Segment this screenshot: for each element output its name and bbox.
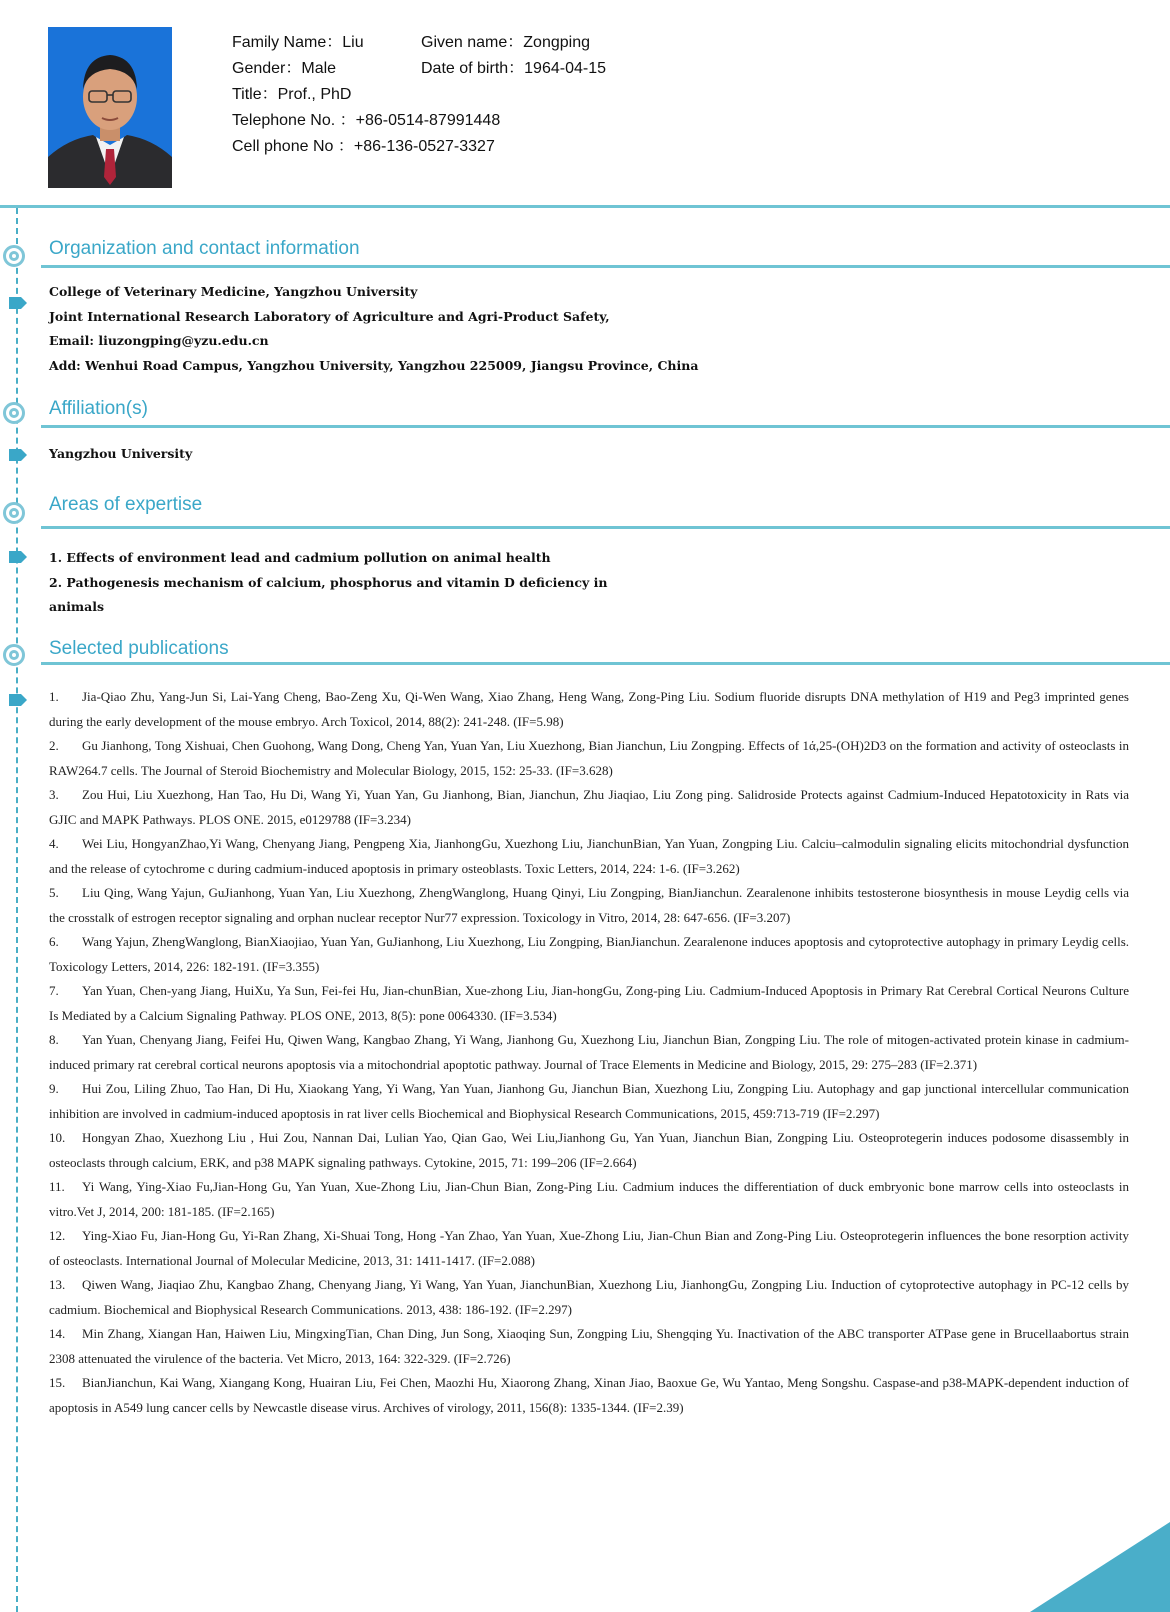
tag-marker-icon — [9, 694, 27, 706]
publication-item — [49, 979, 1129, 1028]
publication-number: 14. — [49, 1326, 66, 1341]
publication-number: 5. — [49, 885, 59, 900]
publication-text: Qiwen Wang, Jiaqiao Zhu, Kangbao Zhang, Chenyang Jiang, Yi Wang, Yan Yuan, JianchunBian, Xuezhong Liu, JianhongGu, Zongping Liu. Induction of cytoprotective autophagy in PC-12 cells by cadmium. Biochemical and Biophysical Research Communications. 2013, 438: 186-192. (IF=2.297) — [49, 1277, 1129, 1317]
publication-item — [49, 734, 1129, 783]
academic-title: Title：Prof., PhD — [232, 86, 352, 103]
gender: Gender：Male — [232, 60, 337, 77]
publication-item — [49, 685, 1129, 734]
circle-bullet-icon — [3, 502, 25, 524]
publication-number: 15. — [49, 1375, 66, 1390]
expertise-list — [49, 546, 607, 620]
publication-number: 13. — [49, 1277, 66, 1292]
publication-number: 8. — [49, 1032, 59, 1047]
organization-line: Joint International Research Laboratory of Agriculture and Agri-Product Safety, — [49, 308, 610, 324]
tag-marker-icon — [9, 551, 27, 563]
section-divider — [41, 425, 1170, 428]
publication-number: 3. — [49, 787, 59, 802]
organization-email: Email: liuzongping@yzu.edu.cn — [49, 333, 269, 348]
publication-item — [49, 1028, 1129, 1077]
publication-number: 2. — [49, 738, 59, 753]
family-name: Family Name：Liu — [232, 34, 364, 51]
publication-item — [49, 1077, 1129, 1126]
section-title-publications: Selected publications — [49, 638, 229, 659]
affiliation-details — [49, 442, 192, 467]
publication-number: 12. — [49, 1228, 66, 1243]
publication-list — [49, 685, 1129, 1420]
publication-number: 9. — [49, 1081, 59, 1096]
section-divider — [41, 662, 1170, 665]
publication-item — [49, 783, 1129, 832]
publication-number: 6. — [49, 934, 59, 949]
circle-bullet-icon — [3, 644, 25, 666]
section-title-expertise: Areas of expertise — [49, 494, 203, 515]
expertise-item: 1. Effects of environment lead and cadmium pollution on animal health — [49, 550, 551, 565]
expertise-item: animals — [49, 599, 105, 614]
publication-text: Wei Liu, HongyanZhao,Yi Wang, Chenyang Jiang, Pengpeng Xia, JianhongGu, Xuezhong Liu, JianchunBian, Yan Yuan, Zongping Liu. Calciu–calmodulin signaling elicits mitochondrial dysfunction and the release of cytochrome c during cadmium-induced apoptosis in primary osteoblasts. Toxic Letters, 2014, 224: 1-6. (IF=3.262) — [49, 836, 1129, 876]
publication-number: 11. — [49, 1179, 65, 1194]
cellphone: Cell phone No ：+86-136-0527-3327 — [232, 138, 495, 155]
section-divider — [41, 265, 1170, 268]
corner-decoration — [1030, 1522, 1170, 1612]
publication-text: Wang Yajun, ZhengWanglong, BianXiaojiao, Yuan Yan, GuJianhong, Liu Xuezhong, Liu Zongping, BianJianchun. Zearalenone induces apoptosis and cytoprotective autophagy in primary Leydig cells. Toxicology Letters, 2014, 226: 182-191. (IF=3.355) — [49, 934, 1129, 974]
publication-text: Hongyan Zhao, Xuezhong Liu , Hui Zou, Nannan Dai, Lulian Yao, Qian Gao, Wei Liu,Jianhong Gu, Yan Yuan, Jianchun Bian, Zongping Liu. Osteoprotegerin induces podosome disassembly in osteoclasts through calcium, ERK, and p38 MAPK signaling pathways. Cytokine, 2015, 71: 199–206 (IF=2.664) — [49, 1130, 1129, 1170]
publication-text: Jia-Qiao Zhu, Yang-Jun Si, Lai-Yang Cheng, Bao-Zeng Xu, Qi-Wen Wang, Xiao Zhang, Heng Wang, Zong-Ping Liu. Sodium fluoride disrupts DNA methylation of H19 and Peg3 imprinted genes during the early development of the mouse embryo. Arch Toxicol, 2014, 88(2): 241-248. (IF=5.98) — [49, 689, 1129, 729]
publication-item — [49, 1126, 1129, 1175]
publication-item — [49, 1371, 1129, 1420]
section-title-affiliations: Affiliation(s) — [49, 398, 148, 419]
header-divider — [0, 205, 1170, 208]
publication-text: Zou Hui, Liu Xuezhong, Han Tao, Hu Di, Wang Yi, Yuan Yan, Gu Jianhong, Bian, Jianchun, Zhu Jiaqiao, Liu Zong ping. Salidroside Protects against Cadmium-Induced Hepatotoxicity in Rats via GJIC and MAPK Pathways. PLOS ONE. 2015, e0129788 (IF=3.234) — [49, 787, 1129, 827]
organization-address: Add: Wenhui Road Campus, Yangzhou University, Yangzhou 225009, Jiangsu Province, China — [49, 357, 699, 373]
publication-text: Min Zhang, Xiangan Han, Haiwen Liu, MingxingTian, Chan Ding, Jun Song, Xiaoqing Sun, Zongping Liu, Shengqing Yu. Inactivation of the ABC transporter ATPase gene in Brucellaabortus strain 2308 attenuated the virulence of the bacteria. Vet Micro, 2013, 164: 322-329. (IF=2.726) — [49, 1326, 1129, 1366]
publication-text: Yan Yuan, Chen-yang Jiang, HuiXu, Ya Sun, Fei-fei Hu, Jian-chunBian, Xue-zhong Liu, Jian-hongGu, Zong-ping Liu. Cadmium-Induced Apoptosis in Primary Rat Cerebral Cortical Neurons Culture Is Mediated by a Calcium Signaling Pathway. PLOS ONE, 2013, 8(5): pone 0064330. (IF=3.534) — [49, 983, 1129, 1023]
publication-text: Gu Jianhong, Tong Xishuai, Chen Guohong, Wang Dong, Cheng Yan, Yuan Yan, Liu Xuezhong, Bian Jianchun, Liu Zongping. Effects of 1ά,25-(OH)2D3 on the formation and activity of osteoclasts in RAW264.7 cells. The Journal of Steroid Biochemistry and Molecular Biology, 2015, 152: 25-33. (IF=3.628) — [49, 738, 1129, 778]
publication-number: 7. — [49, 983, 59, 998]
publication-number: 10. — [49, 1130, 66, 1145]
tag-marker-icon — [9, 449, 27, 461]
circle-bullet-icon — [3, 245, 25, 267]
publication-text: Yan Yuan, Chenyang Jiang, Feifei Hu, Qiwen Wang, Kangbao Zhang, Yi Wang, Jianhong Gu, Xuezhong Liu, Jianchun Bian, Zongping Liu. The role of mitogen-activated protein kinase in cadmium-induced primary rat cerebral cortical neurons apoptosis via a mitochondrial apoptotic pathway. Journal of Trace Elements in Medicine and Biology, 2015, 29: 275–283 (IF=2.371) — [49, 1032, 1129, 1072]
given-name: Given name：Zongping — [421, 34, 590, 51]
portrait-illustration — [48, 27, 172, 188]
publication-item — [49, 1273, 1129, 1322]
publication-text: Yi Wang, Ying-Xiao Fu,Jian-Hong Gu, Yan Yuan, Xue-Zhong Liu, Jian-Chun Bian, Zong-Ping Liu. Cadmium induces the differentiation of duck embryonic bone marrow cells into osteoclasts in vitro.Vet J, 2014, 200: 181-185. (IF=2.165) — [49, 1179, 1129, 1219]
date-of-birth: Date of birth：1964-04-15 — [421, 60, 607, 77]
personal-info — [232, 30, 606, 160]
organization-details — [49, 280, 698, 378]
publication-item — [49, 1175, 1129, 1224]
publication-text: BianJianchun, Kai Wang, Xiangang Kong, Huairan Liu, Fei Chen, Maozhi Hu, Xiaorong Zhang, Xinan Jiao, Baoxue Ge, Wu Yantao, Meng Songshu. Caspase-and p38-MAPK-dependent induction of apoptosis in A549 lung cancer cells by Newcastle disease virus. Archives of virology, 2011, 156(8): 1335-1344. (IF=2.39) — [49, 1375, 1129, 1415]
affiliation-line: Yangzhou University — [49, 446, 193, 461]
expertise-item: 2. Pathogenesis mechanism of calcium, phosphorus and vitamin D deficiency in — [49, 574, 608, 590]
publication-number: 1. — [49, 689, 59, 704]
publication-text: Liu Qing, Wang Yajun, GuJianhong, Yuan Yan, Liu Xuezhong, ZhengWanglong, Huang Qinyi, Liu Zongping, BianJianchun. Zearalenone inhibits testosterone biosynthesis in mouse Leydig cells via the crosstalk of estrogen receptor signaling and orphan nuclear receptor Nur77 expression. Toxicology in Vitro, 2014, 28: 647-656. (IF=3.207) — [49, 885, 1129, 925]
publication-item — [49, 832, 1129, 881]
telephone: Telephone No. ：+86-0514-87991448 — [232, 112, 501, 129]
publication-item — [49, 881, 1129, 930]
tag-marker-icon — [9, 297, 27, 309]
publication-item — [49, 930, 1129, 979]
section-title-organization: Organization and contact information — [49, 238, 360, 259]
publication-item — [49, 1224, 1129, 1273]
section-divider — [41, 526, 1170, 529]
circle-bullet-icon — [3, 402, 25, 424]
publication-number: 4. — [49, 836, 59, 851]
publication-text: Ying-Xiao Fu, Jian-Hong Gu, Yi-Ran Zhang, Xi-Shuai Tong, Hong -Yan Zhao, Yan Yuan, Xue-Zhong Liu, Jian-Chun Bian and Zong-Ping Liu. Osteoprotegerin influences the bone resorption activity of osteoclasts. International Journal of Molecular Medicine, 2013, 31: 1411-1417. (IF=2.088) — [49, 1228, 1129, 1268]
profile-photo — [48, 27, 172, 188]
publication-text: Hui Zou, Liling Zhuo, Tao Han, Di Hu, Xiaokang Yang, Yi Wang, Yan Yuan, Jianhong Gu, Jianchun Bian, Xuezhong Liu, Zongping Liu. Autophagy and gap junctional intercellular communication inhibition are involved in cadmium-induced apoptosis in rat liver cells Biochemical and Biophysical Research Communications, 2015, 459:713-719 (IF=2.297) — [49, 1081, 1129, 1121]
organization-line: College of Veterinary Medicine, Yangzhou University — [49, 284, 418, 299]
publication-item — [49, 1322, 1129, 1371]
